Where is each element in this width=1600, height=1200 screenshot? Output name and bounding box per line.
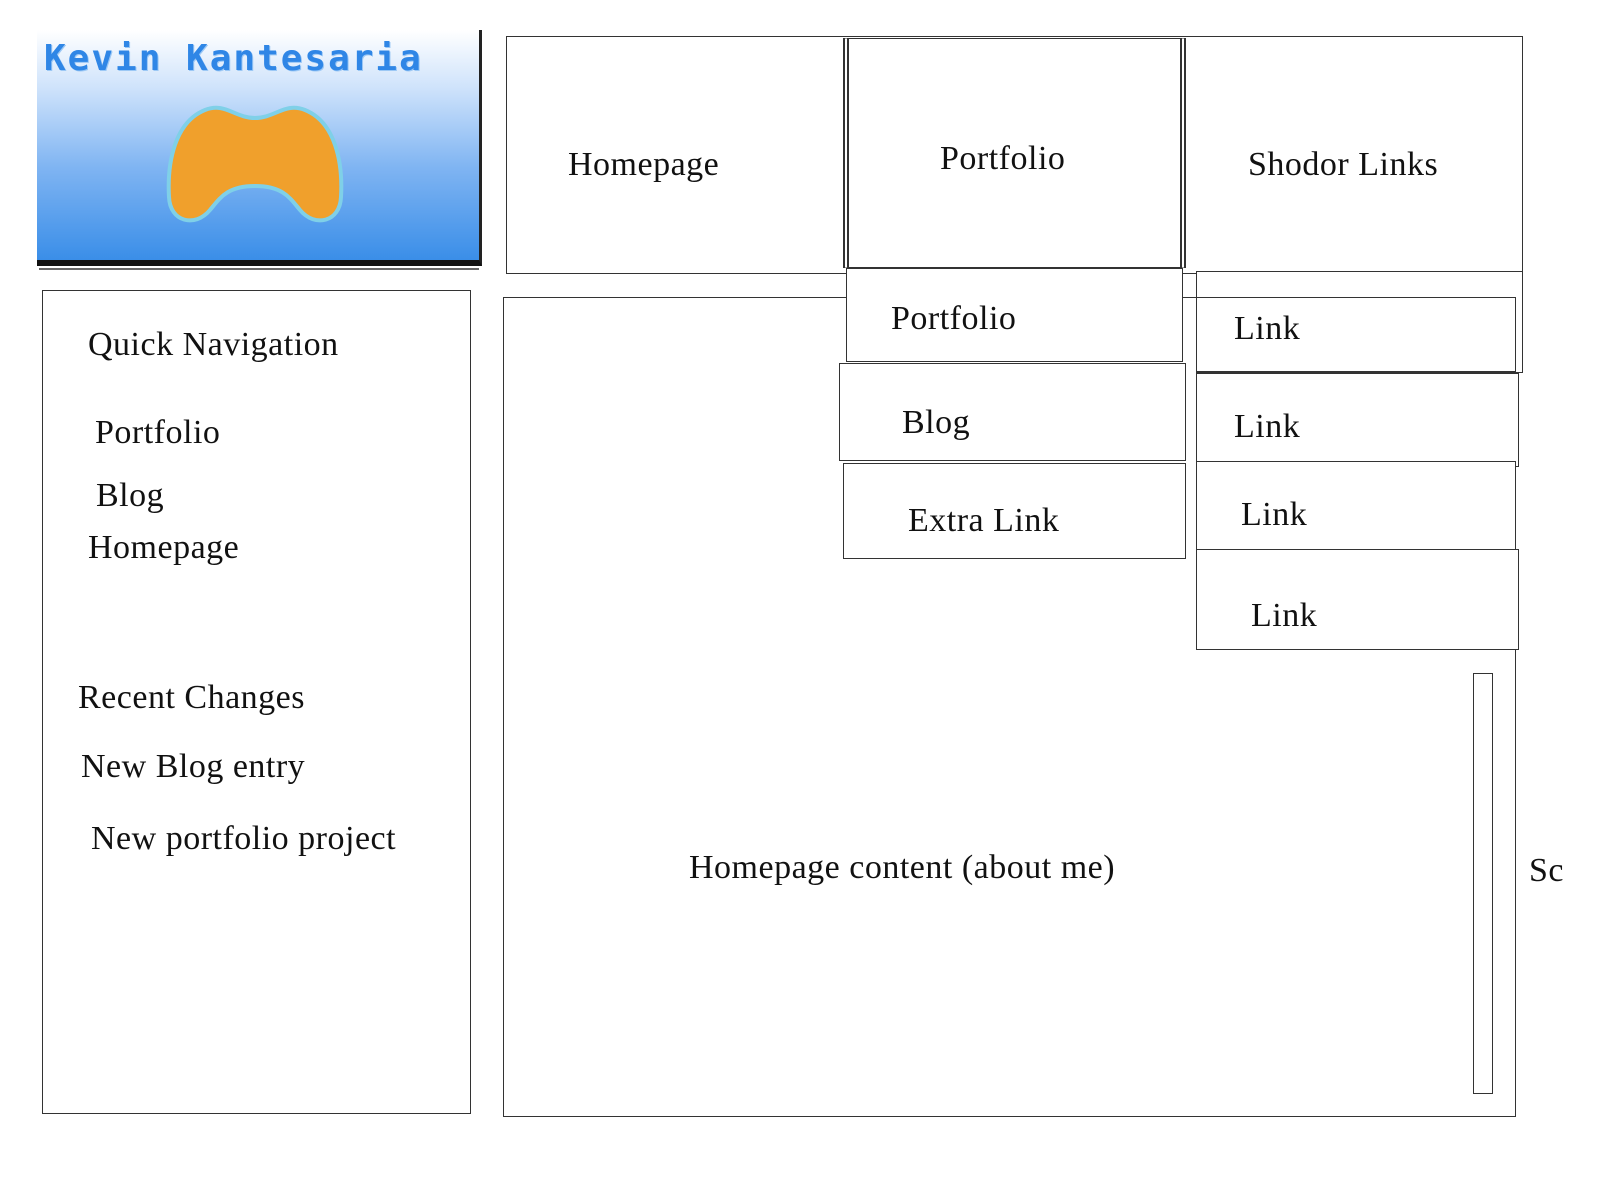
shodor-link-4[interactable]: Link [1251,597,1318,634]
site-logo[interactable] [37,30,482,266]
shodor-menu-item-4[interactable] [1196,549,1519,650]
nav-portfolio-label[interactable]: Portfolio [940,140,1066,177]
scrollbar-label: Sc [1529,852,1564,889]
shodor-link-1[interactable]: Link [1234,310,1301,347]
shodor-link-3[interactable]: Link [1241,496,1308,533]
quick-nav-portfolio[interactable]: Portfolio [95,414,221,451]
logo-title: Kevin Kantesaria [44,38,423,79]
portfolio-menu-extra-link[interactable]: Extra Link [908,502,1060,539]
logo-underline [39,268,479,270]
quick-nav-homepage[interactable]: Homepage [88,529,240,566]
portfolio-menu-item-2[interactable] [839,363,1186,461]
quick-nav-blog[interactable]: Blog [96,477,165,514]
recent-new-portfolio-project[interactable]: New portfolio project [91,820,397,857]
portfolio-menu-portfolio[interactable]: Portfolio [891,300,1017,337]
recent-new-blog-entry[interactable]: New Blog entry [81,748,306,785]
main-content-text: Homepage content (about me) [689,849,1116,886]
gamepad-icon [165,102,345,228]
nav-homepage-label[interactable]: Homepage [568,146,720,183]
portfolio-menu-blog[interactable]: Blog [902,404,971,441]
shodor-link-2[interactable]: Link [1234,408,1301,445]
quick-nav-heading: Quick Navigation [88,326,339,363]
recent-changes-heading: Recent Changes [78,679,305,716]
content-scrollbar[interactable] [1473,673,1493,1094]
nav-shodor-links-label[interactable]: Shodor Links [1248,146,1439,183]
